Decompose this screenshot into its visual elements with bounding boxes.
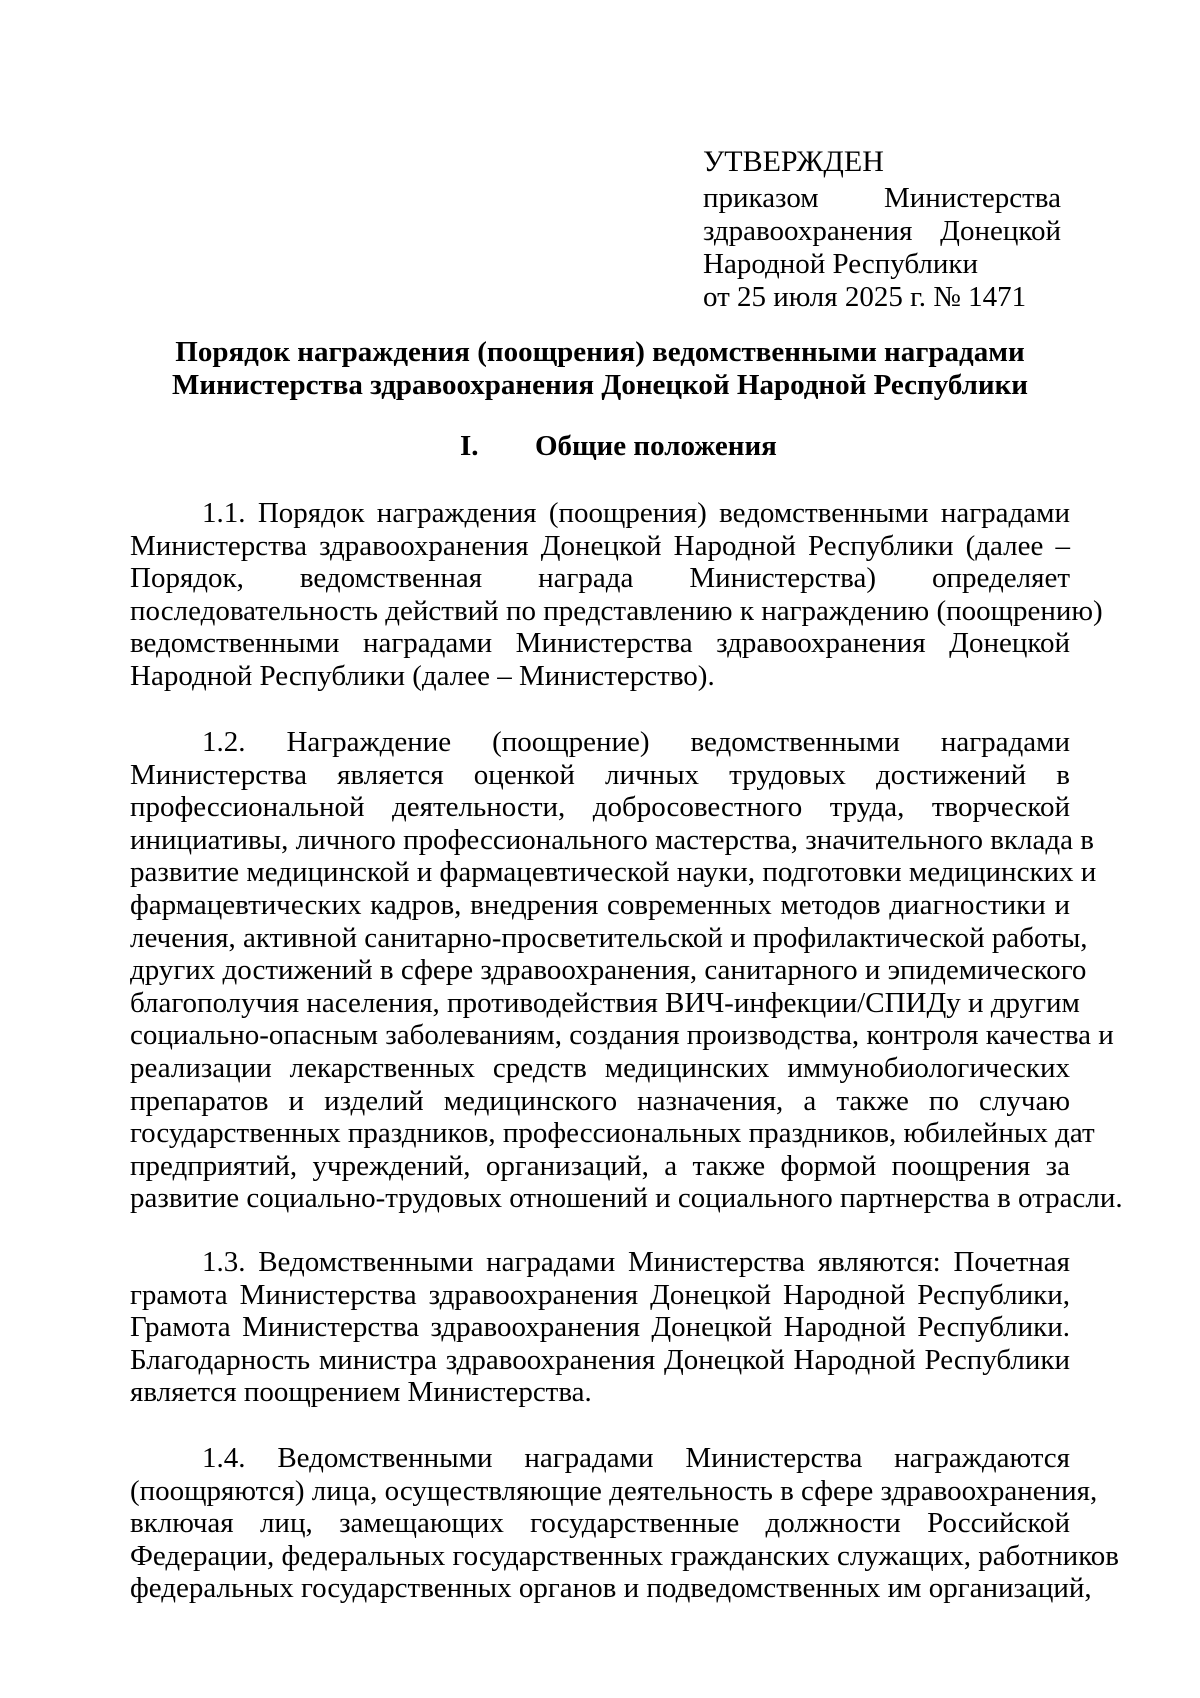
paragraph-line: (поощряются) лица, осуществляющие деятельность в сфере здравоохранения, [130, 1474, 1098, 1507]
document-title-line: Порядок награждения (поощрения) ведомственными наградами [175, 336, 1025, 368]
paragraph-line: фармацевтических кадров, внедрения современных методов диагностики и [130, 888, 1070, 921]
paragraph-line: Министерства здравоохранения Донецкой Народной Республики (далее – [130, 529, 1070, 562]
paragraph-line: развитие медицинской и фармацевтической науки, подготовки медицинских и [130, 856, 1097, 889]
paragraph-line: Министерства является оценкой личных трудовых достижений в [130, 758, 1070, 791]
paragraph-1-3 [130, 1246, 1070, 1409]
paragraph-line: 1.1. Порядок награждения (поощрения) ведомственными наградами [202, 497, 1070, 529]
paragraph-1-2 [130, 726, 1123, 1215]
document-title [130, 336, 1070, 402]
section-number: I. [460, 430, 479, 462]
paragraph-line: социально-опасным заболеваниям, создания производства, контроля качества и [130, 1019, 1114, 1052]
approval-stamp-block [703, 144, 1061, 314]
paragraph-line: реализации лекарственных средств медицинских иммунобиологических [130, 1051, 1070, 1084]
approval-title: УТВЕРЖДЕН [703, 145, 884, 178]
approval-line: Народной Республики [703, 248, 979, 280]
paragraph-line: 1.3. Ведомственными наградами Министерства являются: Почетная [202, 1246, 1070, 1278]
paragraph-line: Благодарность министра здравоохранения Донецкой Народной Республики [130, 1343, 1070, 1376]
paragraph-line: предприятий, учреждений, организаций, а также формой поощрения за [130, 1149, 1070, 1182]
paragraph-line: государственных праздников, профессиональных праздников, юбилейных дат [130, 1117, 1095, 1150]
paragraph-line: последовательность действий по представлению к награждению (поощрению) [130, 594, 1103, 627]
paragraph-line: Порядок, ведомственная награда Министерства) определяет [130, 562, 1070, 595]
paragraph-line: Народной Республики (далее – Министерство). [130, 659, 715, 692]
paragraph-line: федеральных государственных органов и подведомственных им организаций, [130, 1572, 1092, 1605]
section-title: Общие положения [535, 430, 777, 462]
paragraph-1-4 [130, 1442, 1120, 1605]
paragraph-line: препаратов и изделий медицинского назначения, а также по случаю [130, 1084, 1070, 1117]
paragraph-line: лечения, активной санитарно-просветительской и профилактической работы, [130, 921, 1088, 954]
paragraph-line: включая лиц, замещающих государственные должности Российской [130, 1507, 1070, 1540]
document-title-line: Министерства здравоохранения Донецкой Народной Республики [171, 369, 1029, 401]
paragraph-line: является поощрением Министерства. [130, 1376, 592, 1409]
paragraph-line: грамота Министерства здравоохранения Донецкой Народной Республики, [130, 1278, 1070, 1311]
paragraph-1-1 [130, 497, 1103, 693]
paragraph-line: других достижений в сфере здравоохранения, санитарного и эпидемического [130, 954, 1087, 987]
paragraph-line: 1.2. Награждение (поощрение) ведомственными наградами [202, 726, 1070, 758]
paragraph-line: Федерации, федеральных государственных гражданских служащих, работников [130, 1539, 1120, 1572]
approval-line: от 25 июля 2025 г. № 1471 [703, 281, 1027, 313]
paragraph-line: инициативы, личного профессионального мастерства, значительного вклада в [130, 823, 1094, 856]
paragraph-line: ведомственными наградами Министерства здравоохранения Донецкой [130, 627, 1070, 660]
approval-line: приказом Министерства [703, 182, 1061, 214]
approval-line: здравоохранения Донецкой [703, 215, 1061, 247]
paragraph-line: 1.4. Ведомственными наградами Министерства награждаются [202, 1442, 1070, 1474]
paragraph-line: развитие социально-трудовых отношений и социального партнерства в отрасли. [130, 1182, 1123, 1215]
paragraph-line: профессиональной деятельности, добросовестного труда, творческой [130, 791, 1070, 824]
paragraph-line: благополучия населения, противодействия ВИЧ-инфекции/СПИДу и другим [130, 986, 1080, 1019]
paragraph-line: Грамота Министерства здравоохранения Донецкой Народной Республики. [130, 1311, 1070, 1344]
